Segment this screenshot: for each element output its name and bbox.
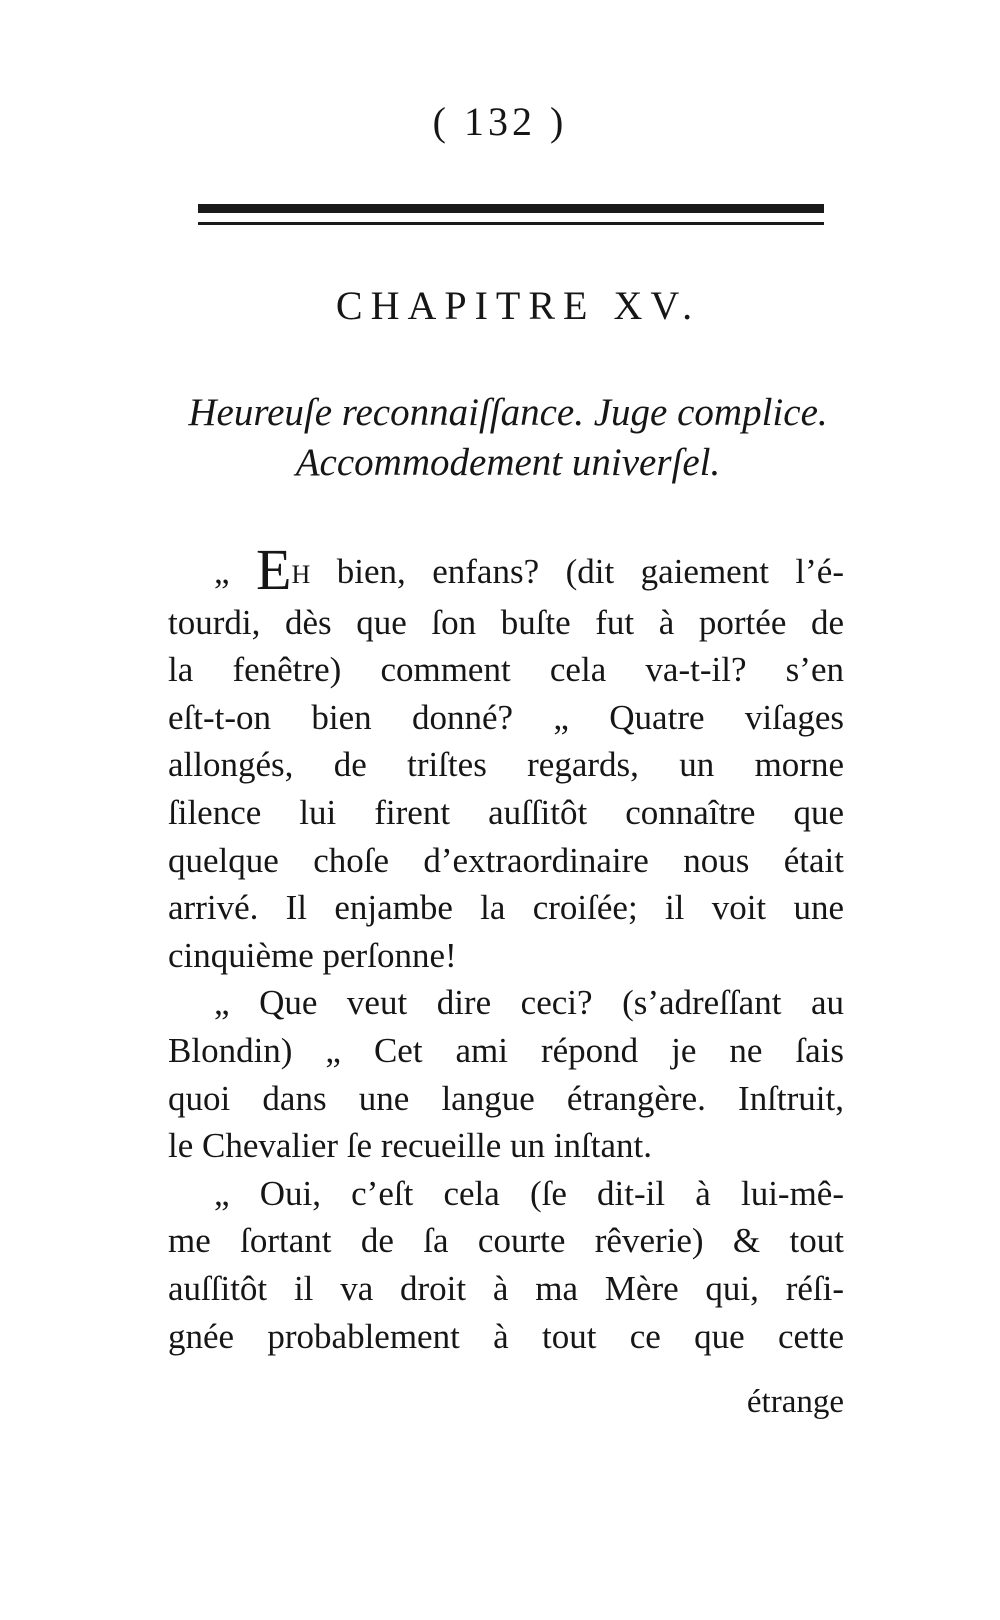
text-line: allongés, de triſtes regards, un morne (168, 745, 844, 785)
page-number: ( 132 ) (432, 99, 568, 144)
opening-line (168, 537, 844, 602)
catchword: étrange (746, 1384, 844, 1420)
small-cap: H (291, 560, 311, 589)
text-line: le Chevalier ſe recueille un inſtant. (168, 1126, 652, 1166)
header-rule-thick (198, 204, 824, 213)
text-line: Blondin) „ Cet ami répond je ne ſais (168, 1030, 844, 1070)
chapter-summary (168, 388, 848, 488)
body-text (168, 537, 844, 1360)
summary-line: Heureuſe reconnaiſſance. Juge complice. (188, 391, 828, 434)
text-line: quelque choſe d’extraordinaire nous était (168, 840, 844, 880)
text-line: „ Que veut dire ceci? (s’adreſſant au (214, 983, 844, 1023)
text-line: me ſortant de ſa courte rêverie) & tout (168, 1221, 844, 1261)
opening-quote: „ (214, 552, 230, 591)
opening-text: bien, enfans? (dit gaiement l’é- (310, 552, 844, 591)
text-line: quoi dans une langue étrangère. Inſtruit, (168, 1078, 844, 1118)
text-line: tourdi, dès que ſon buſte fut à portée de (168, 602, 844, 642)
header-rule-thin (198, 222, 824, 225)
text-line: cinquième perſonne! (168, 935, 457, 975)
chapter-title: CHAPITRE XV. (335, 283, 701, 328)
text-line: ſilence lui firent auſſitôt connaître que (168, 792, 844, 832)
text-line: auſſitôt il va droit à ma Mère qui, réſi- (168, 1268, 844, 1308)
text-line: gnée probablement à tout ce que cette (168, 1316, 844, 1356)
text-line: „ Oui, c’eſt cela (ſe dit-il à lui-mê- (214, 1173, 844, 1213)
text-line: eſt-t-on bien donné? „ Quatre viſages (168, 697, 844, 737)
text-line: la fenêtre) comment cela va-t-il? s’en (168, 650, 844, 690)
summary-line: Accommodement univerſel. (295, 441, 721, 484)
text-line: arrivé. Il enjambe la croiſée; il voit une (168, 888, 844, 928)
drop-cap: E (256, 537, 292, 602)
